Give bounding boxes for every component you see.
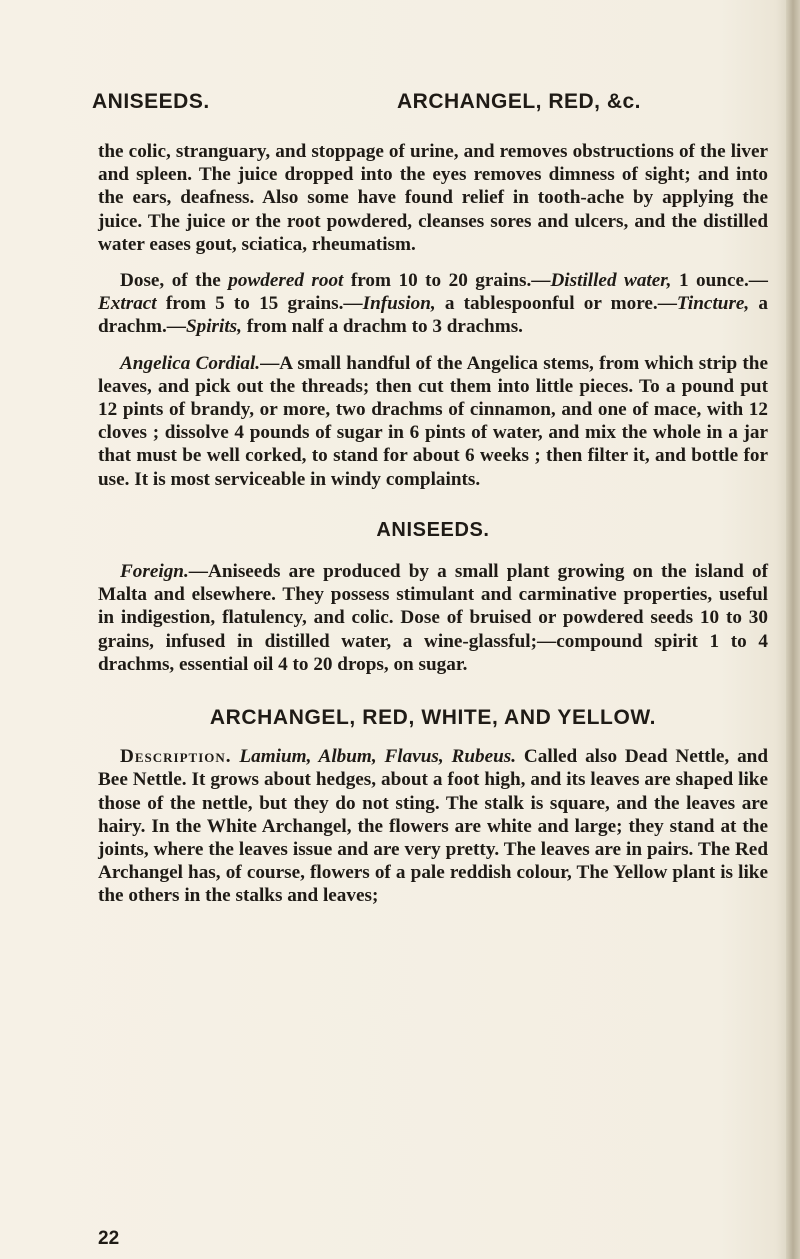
header-left: ANISEEDS. — [92, 90, 210, 113]
dose-italic-1: powdered root — [228, 270, 344, 292]
page-number: 22 — [98, 1228, 120, 1249]
aniseeds-paragraph — [98, 560, 768, 676]
dose-text-6: a drachm.— — [98, 293, 769, 338]
dose-italic-4: Infusion, — [362, 293, 436, 315]
page-body — [98, 140, 768, 908]
dose-italic-3: Extract — [98, 293, 157, 315]
archangel-text: Called also Dead Nettle, and Bee Nettle. It grows about hedges, about a foot high, and its leaves are shaped like those of the nettle, but they do not sting. The stalk is square, and the leaves are hairy. In the White Archangel, the flowers are white and large; they stand at the joints, where the leaves issue and are very pretty. The leaves are in pairs. The Red Archangel has, of course, flowers of a pale reddish colour, The Yellow plant is like the others in the stalks and leaves; — [98, 746, 769, 907]
foreign-label: Foreign. — [120, 561, 189, 583]
dose-text-5: a tablespoonful or more.— — [435, 293, 677, 315]
dose-text-1: Dose, of the — [120, 270, 229, 292]
header-right: ARCHANGEL, RED, &c. — [397, 90, 642, 113]
dose-text-2: from 10 to 20 grains.— — [343, 270, 551, 292]
dose-italic-2: Distilled water, — [550, 270, 672, 292]
running-header — [92, 90, 772, 120]
aniseeds-text: —Aniseeds are produced by a small plant growing on the island of Malta and elsewhere. They possess stimulant and carminative properties, useful in indigestion, flatulency, and colic. Dose of bruised or powdered seeds 10 to 30 grains, infused in distilled water, a wine-glassful;—compound spirit 1 to 4 drachms, essential oil 4 to 20 drops, on sugar. — [98, 561, 768, 675]
archangel-paragraph — [98, 745, 768, 907]
colic-paragraph: the colic, stranguary, and stoppage of urine, and removes obstructions of the liver and spleen. The juice dropped into the eyes removes dimness of sight; and into the ears, deafness. Also some have found relief in tooth-ache by applying the juice. The juice or the root powdered, cleanses sores and ulcers, and the distilled water eases gout, sciatica, rheumatism. — [98, 141, 768, 255]
page-edge — [786, 0, 800, 1259]
cordial-paragraph — [98, 352, 768, 491]
dose-text-7: from nalf a drachm to 3 drachms. — [241, 316, 523, 338]
dose-text-4: from 5 to 15 grains.— — [156, 293, 363, 315]
dose-italic-6: Spirits, — [185, 316, 242, 338]
cordial-text: —A small handful of the Angelica stems, from which strip the leaves, and pick out the threads; then cut them into little pieces. To a pound put 12 pints of brandy, or more, two drachms of cinnamon, and one of mace, with 12 cloves ; dissolve 4 pounds of sugar in 6 pints of water, and mix the whole in a jar that must be well corked, to stand for about 6 weeks ; then filter it, and bottle for use. It is most serviceable in windy complaints. — [98, 352, 768, 490]
cordial-label: Angelica Cordial. — [120, 352, 261, 374]
dose-text-3: 1 ounce.— — [671, 270, 768, 292]
dose-italic-5: Tincture, — [676, 293, 750, 315]
section-title-aniseeds: ANISEEDS. — [376, 518, 490, 541]
description-label: Description. — [120, 746, 232, 768]
latin-names: Lamium, Album, Flavus, Rubeus. — [239, 746, 517, 768]
section-title-archangel: ARCHANGEL, RED, WHITE, AND YELLOW. — [209, 706, 657, 730]
dose-paragraph — [98, 269, 768, 339]
